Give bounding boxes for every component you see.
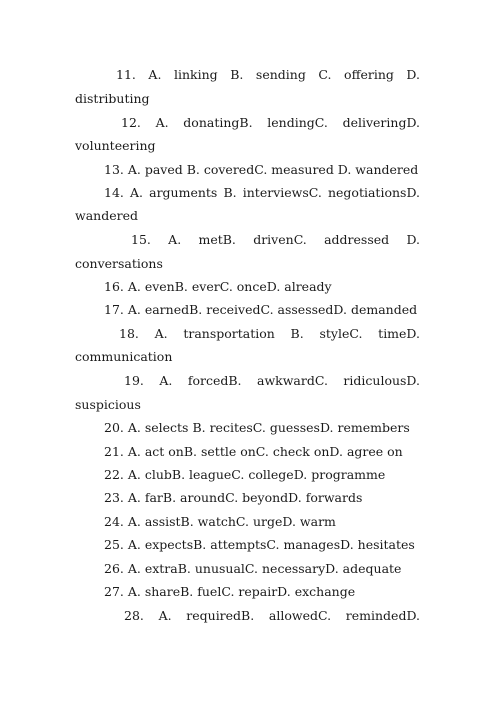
question-21-options: 21. A. act onB. settle onC. check onD. agree on <box>104 444 403 459</box>
question-26-options: 26. A. extraB. unusualC. necessaryD. adequate <box>104 561 402 576</box>
question-17-options: 17. A. earnedB. receivedC. assessedD. demanded <box>104 302 418 317</box>
question-18-options: 18. A. transportation B. styleC. timeD. <box>119 326 420 341</box>
question-22-options: 22. A. clubB. leagueC. collegeD. programme <box>104 467 386 482</box>
question-27-options: 27. A. shareB. fuelC. repairD. exchange <box>104 584 356 599</box>
question-28-options: 28. A. requiredB. allowedC. remindedD. <box>124 608 420 623</box>
question-14-continuation: wandered <box>75 208 138 223</box>
question-13-options: 13. A. paved B. coveredC. measured D. wandered <box>104 162 419 177</box>
question-12-options: 12. A. donatingB. lendingC. deliveringD. <box>121 115 420 130</box>
question-14-options: 14. A. arguments B. interviewsC. negotiationsD. <box>104 185 420 200</box>
question-18-continuation: communication <box>75 349 173 364</box>
question-25-options: 25. A. expectsB. attemptsC. managesD. hesitates <box>104 537 415 552</box>
question-24-options: 24. A. assistB. watchC. urgeD. warm <box>104 514 336 529</box>
question-20-options: 20. A. selects B. recitesC. guessesD. remembers <box>104 420 410 435</box>
question-23-options: 23. A. farB. aroundC. beyondD. forwards <box>104 490 363 505</box>
question-15-options: 15. A. metB. drivenC. addressed D. <box>131 232 420 247</box>
question-11-options: 11. A. linking B. sending C. offering D. <box>116 67 420 82</box>
question-16-options: 16. A. evenB. everC. onceD. already <box>104 279 332 294</box>
question-19-continuation: suspicious <box>75 397 141 412</box>
question-19-options: 19. A. forcedB. awkwardC. ridiculousD. <box>124 373 420 388</box>
question-12-continuation: volunteering <box>75 138 156 153</box>
question-15-continuation: conversations <box>75 256 163 271</box>
question-11-continuation: distributing <box>75 91 150 106</box>
